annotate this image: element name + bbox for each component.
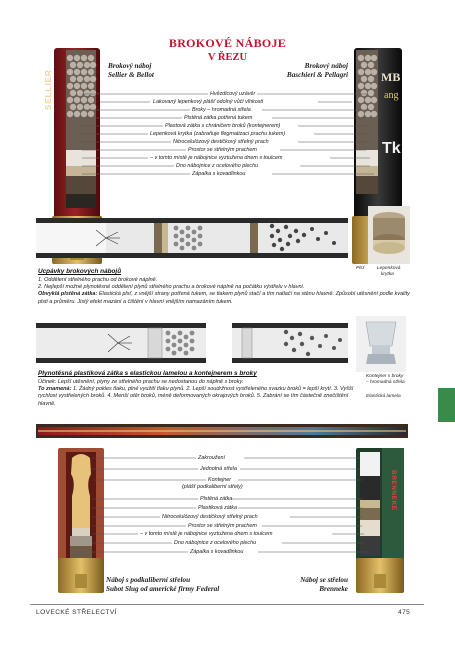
footer-section-title: LOVECKÉ STŘELECTVÍ <box>36 609 117 616</box>
container-section-text: Účinek: Lepší utěsnění, plyny ze střelného prachu se nedostanou do náplně s broky. To znamená: 1. Žádný pokles tlaku, plné využití tlaku plynů. 2. Lepší soudržnost vystřeleného svazku broků = lepší krytí. 3. Vyšší rychlost vystřelených broků. 4. Menší otěr broků, méně deformovaných okrajových broků. 5. Zabrání se tím částečně znečištění hlavně. <box>38 379 354 407</box>
container-section-heading: Plynotěsná plastiková zátka s elastickou lamelou a kontejnerem s broky <box>38 370 257 377</box>
photo-caption-felt: Plsť <box>356 266 365 271</box>
slug-left-caption: Náboj s podkaliberní střelou Subot Slug od americké firmy Federal <box>106 576 220 593</box>
label-reinforced-base: – v tomto místě je nábojnice vyztužena dnem s toulcem <box>150 155 283 161</box>
right-shell-print-1: MB <box>381 70 401 84</box>
photo-caption-card: Lepenková krytka <box>377 266 401 277</box>
page-subtitle: V ŘEZU <box>207 52 248 63</box>
label-powder: Nitrocelulózový destičkový střelný prach <box>173 139 269 145</box>
label-steel-head: Dno nábojnice z ocelového plechu <box>176 163 259 169</box>
slug-label-container: Kontejner <box>208 477 232 483</box>
slug-label-sabot: (plášť podkaliberní střely) <box>182 484 243 490</box>
lamella-caption: Elastická lamela <box>366 394 401 399</box>
slug-right-caption: Náboj se střelou Brenneke <box>300 576 348 593</box>
slug-label-primer: Zápalka s kovadlinkou <box>190 549 244 555</box>
label-powder-space: Prostor se střelným prachem <box>188 147 257 153</box>
page-title: BROKOVÉ NÁBOJE <box>168 36 287 50</box>
slug-right-brand: BRENNEKE <box>390 470 397 511</box>
slug-label-crimp: Zakroužení <box>198 455 225 461</box>
label-lacquered-hull: Lakovaný lepenkový plášť odolný vůči vlhkosti <box>153 99 264 105</box>
slug-label-steel-head: Dno nábojnice z ocelového plechu <box>174 540 257 546</box>
label-card-wad: Lepenková krytka (zabraňuje flegmatizaci prachu tukem) <box>150 131 286 137</box>
right-shell-print-2: ang <box>384 90 399 101</box>
label-plastic-wad: Plastová zátka s chráničem broků (kontejnerem) <box>165 123 281 129</box>
slug-label-powder: Nitrocelulózový destičkový střelný prach <box>162 514 258 520</box>
label-primer: Zápalka s kovadlinkou <box>192 171 246 177</box>
plug-term: Obvyklá plstěná zátka: <box>38 291 98 298</box>
slug-label-slug: Jednotná střela <box>200 466 237 472</box>
label-shot: Broky – hromadná střela <box>192 107 251 113</box>
slug-label-powder-space: Prostor se střelným prachem <box>188 523 257 529</box>
left-shell-brand: SELLIER <box>44 69 53 110</box>
plug-section-text: 1. Oddělení střelného prachu od brokové náplně. 2. Nejlepší možné plynotěsné oddělení plynů střelného prachu a brokové náplně na počátku výstřelu v hlavni. Obvyklá plstěná zátka: Elastická plsť, z vnější strany potřená tukem, se tlakem plynů stačí a tím natlačí na stěnu hlavně. Způsobí utěsnění podle kvality plsti a průměru. Jistý efekt mazání a čištění v hlavní vnějším namazáním tukem. <box>38 277 410 305</box>
left-shell-caption: Brokový náboj Sellier & Bellot <box>108 62 154 79</box>
right-shell-print-3: Tk <box>382 140 401 157</box>
right-shell-caption: Brokový náboj Baschieri & Pellagri <box>286 62 348 79</box>
page-number: 475 <box>398 609 411 616</box>
slug-label-plastic: Plastiková zátka <box>198 505 237 511</box>
label-felt-wad: Plstěná zátka potřená tukem <box>184 115 253 121</box>
plug-section-heading: Ucpávky brokových nábojů <box>38 268 122 275</box>
container-caption: Kontejner s broky – hromadná střela <box>366 374 405 385</box>
container-term: To znamená: <box>38 386 72 393</box>
slug-label-felt: Plstěná zátka <box>200 496 233 502</box>
label-star-crimp: Hvězdicový uzávěr <box>210 91 256 97</box>
slug-label-reinforced: – v tomto místě je nábojnice vyztužena dnem s toulcem <box>140 531 273 537</box>
footer-rule <box>30 604 424 605</box>
